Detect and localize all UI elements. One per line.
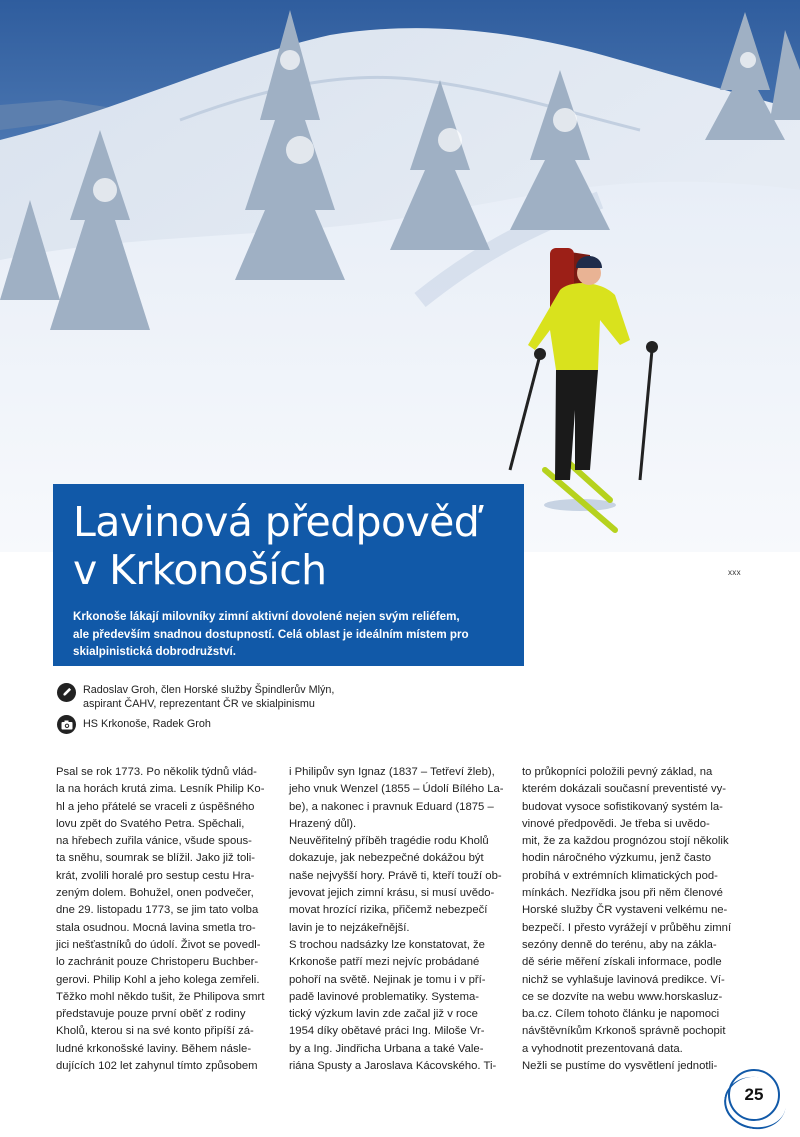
photo-code: xxx — [728, 568, 741, 577]
body-line: pohoří na světě. Nejinak je tomu i v pří- — [289, 973, 486, 986]
body-line: Těžko mohl někdo tušit, že Philipova smrt — [56, 990, 265, 1003]
credits — [57, 683, 334, 734]
body-line: 1954 díky obětavé práci Ing. Miloše Vr- — [289, 1025, 485, 1038]
body-line: dujících 102 let zahynul tímto způsobem — [56, 1060, 258, 1073]
body-line: jici nešťastníků do údolí. Život se povedl- — [56, 938, 261, 951]
body-line: la na horách krutá zima. Lesník Philip Ko- — [56, 783, 265, 796]
article-lead — [73, 608, 502, 661]
body-line: stala osudnou. Mocná lavina smetla tro- — [56, 921, 256, 934]
body-line: lo zachránit pouze Christoperu Buchber- — [56, 956, 259, 969]
camera-icon — [57, 715, 76, 734]
body-line: be), a nakonec i pravnuk Eduard (1875 – — [289, 800, 494, 813]
title-box — [53, 484, 524, 666]
body-line: ce se dozvíte na webu www.horskasluz- — [522, 990, 723, 1003]
body-line: padě lavinové problematiky. Systema- — [289, 990, 480, 1003]
body-column-3 — [522, 764, 744, 1075]
body-column-1 — [56, 764, 278, 1075]
article-title-line-1: Lavinová předpověď — [73, 498, 480, 546]
body-line: dokazuje, jak nebezpečné dokážou být — [289, 852, 484, 865]
body-line: hodin náročného výzkumu, jenž často — [522, 852, 712, 865]
body-line: představuje pouze první oběť z rodiny — [56, 1008, 246, 1021]
body-line: nichž se vyhlašuje lavinová predikce. Ví- — [522, 973, 725, 986]
body-line: Krkonoše patří mezi nejvíc probádané — [289, 956, 480, 969]
body-line: mit, že za každou prognózou stojí několik — [522, 835, 729, 848]
body-line: jevovat jejich zimní krásu, si musí uvědo- — [289, 887, 495, 900]
body-line: návštěvníkům Krkonoš správně pochopit — [522, 1025, 726, 1038]
body-line: bezpečí. I přesto vyrážejí v průběhu zimní — [522, 921, 732, 934]
body-line: i Philipův syn Ignaz (1837 – Tetřeví žleb), — [289, 766, 495, 778]
body-line: movat hrozící rizika, přičemž nebezpečí — [289, 904, 488, 917]
body-line: ludné krkonošské laviny. Během násle- — [56, 1042, 252, 1055]
body-line: by a Ing. Jindřicha Urbana a také Vale- — [289, 1042, 484, 1055]
body-line: Kholů, kterou si na své konto připíší zá- — [56, 1025, 254, 1038]
body-line: na hřebech zuřila vánice, všude spous- — [56, 835, 252, 848]
article-title — [73, 498, 502, 594]
body-line: zeným dolem. Bohužel, onen podvečer, — [56, 887, 254, 900]
body-line: budovat vysoce sofistikovaný systém la- — [522, 800, 723, 813]
body-line: Psal se rok 1773. Po několik týdnů vlád- — [56, 766, 257, 778]
page-number-text: 25 — [744, 1085, 764, 1104]
lead-line: Krkonoše lákají milovníky zimní aktivní dovolené nejen svým reliéfem, — [73, 610, 460, 623]
body-line: jeho vnuk Wenzel (1855 – Údolí Bílého La- — [289, 783, 504, 796]
body-line: to průkopníci položili pevný základ, na — [522, 766, 713, 778]
body-line: riána Spusty a Jaroslava Kácovského. Ti- — [289, 1060, 497, 1073]
body-line: mínkách. Nezřídka jsou při něm členové — [522, 887, 723, 900]
body-column-2 — [289, 764, 511, 1075]
body-line: dě série měření získali informace, podle — [522, 956, 722, 969]
body-line: sezóny denně do terénu, aby na zákla- — [522, 938, 717, 951]
body-line: gerovi. Philip Kohl a jeho kolega zemřeli. — [56, 973, 260, 986]
page-number — [728, 1069, 780, 1121]
body-line: Nežli se pustíme do vysvětlení jednotli- — [522, 1060, 718, 1073]
author-line: Radoslav Groh, člen Horské služby Špindlerův Mlýn, — [83, 684, 335, 696]
hero-photo — [0, 0, 800, 552]
body-line: tický výzkum lavin zde začal již v roce — [289, 1008, 478, 1021]
body-line: Horské služby ČR vystaveni velkému ne- — [522, 904, 728, 917]
photo-credit — [57, 715, 334, 734]
lead-line: skialpinistická dobrodružství. — [73, 645, 236, 658]
body-line: probíhá v extrémních klimatických pod- — [522, 869, 718, 882]
body-line: krát, zvolili horalé pro sestup cestu Hra- — [56, 869, 255, 882]
body-line: Neuvěřitelný příběh tragédie rodu Kholů — [289, 835, 489, 848]
pen-icon — [57, 683, 76, 702]
body-line: vinové předpovědi. Je třeba si uvědo- — [522, 817, 710, 830]
body-line: ta sněhu, soumrak se blížil. Jako již toli- — [56, 852, 256, 865]
body-line: lovu zpět do Svatého Petra. Spěchali, — [56, 817, 245, 830]
body-line: hl a jeho přátelé se vraceli z úspěšného — [56, 800, 255, 813]
body-line: ba.cz. Cílem tohoto článku je napomoci — [522, 1008, 720, 1021]
article-title-line-2: v Krkonoších — [73, 546, 327, 594]
body-line: dne 29. listopadu 1773, se jim tato volba — [56, 904, 259, 917]
body-line: S trochou nadsázky lze konstatovat, že — [289, 938, 485, 951]
author-line: aspirant ČAHV, reprezentant ČR ve skialpinismu — [83, 698, 315, 710]
author-credit — [57, 683, 334, 711]
body-line: a vyhodnotit prezentovaná data. — [522, 1042, 683, 1055]
photo-credit-text: HS Krkonoše, Radek Groh — [83, 718, 211, 730]
body-line: lavin je to nejzákeřnější. — [289, 921, 410, 934]
body-line: kterém dokázali současní preventisté vy- — [522, 783, 727, 796]
lead-line: ale především snadnou dostupností. Celá oblast je ideálním místem pro — [73, 627, 469, 641]
body-line: Hrazený důl). — [289, 817, 357, 830]
body-line: naše nejvyšší hory. Právě ti, kteří touží ob- — [289, 869, 502, 882]
